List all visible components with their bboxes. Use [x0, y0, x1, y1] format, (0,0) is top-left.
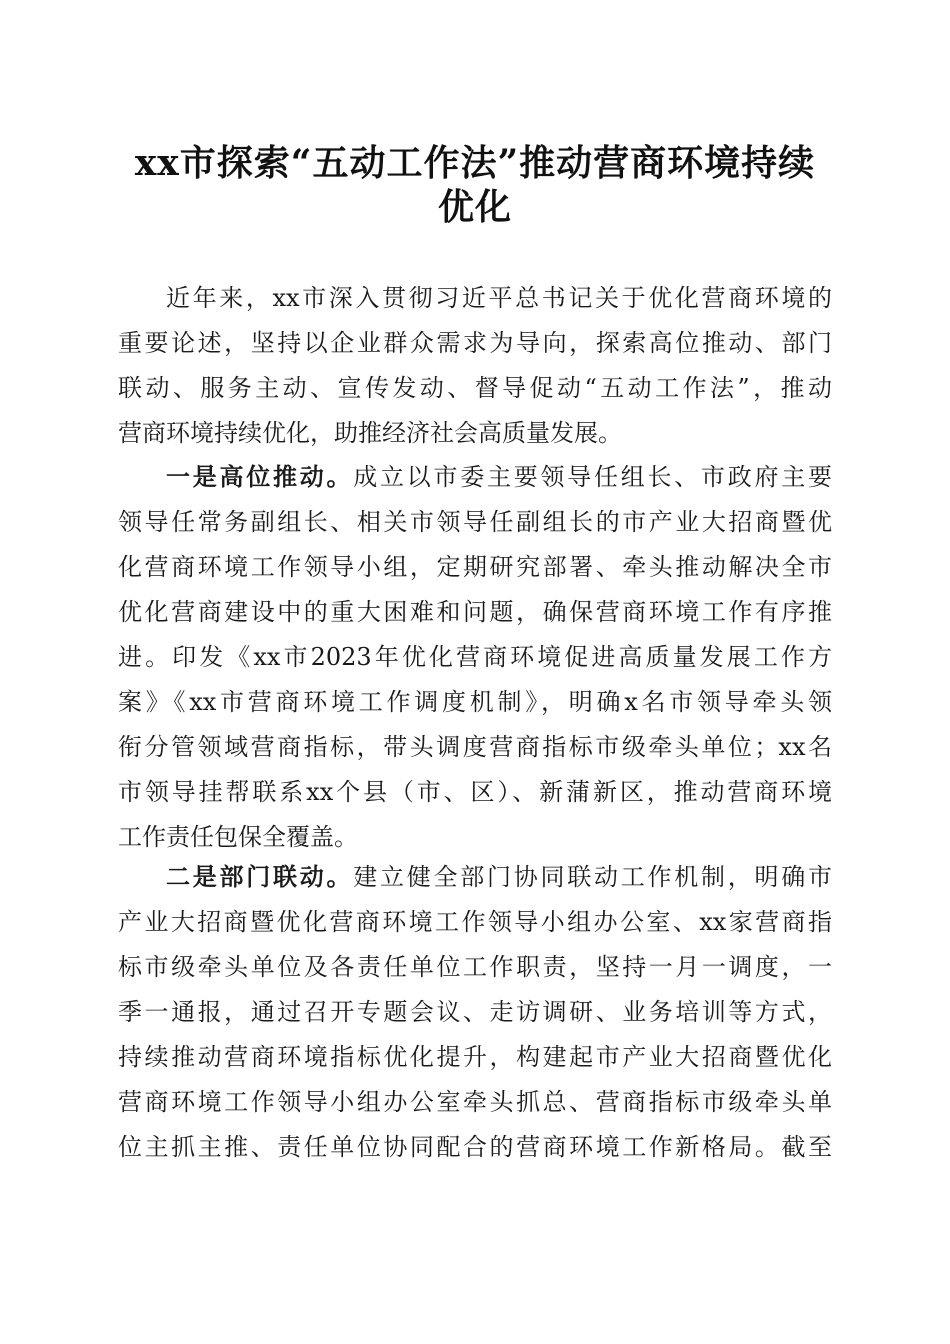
- paragraph-line: 近年来，xx市深入贯彻习近平总书记关于优化营商环境的: [166, 284, 832, 312]
- paragraph-first-line: [166, 855, 832, 899]
- paragraph-lead: 二是部门联动。: [166, 863, 354, 891]
- paragraph-lead: 一是高位推动。: [166, 463, 354, 491]
- paragraph-line-text: 建立健全部门协同联动工作机制，明确市: [353, 863, 832, 891]
- paragraph-line: 营商环境工作领导小组办公室牵头抓总、营商指标市级牵头单: [118, 1088, 832, 1116]
- document-title-line-2: 优化: [437, 186, 512, 228]
- paragraph-line: 衔分管领域营商指标，带头调度营商指标市级牵头单位；xx名: [118, 733, 832, 761]
- paragraph-line: 工作责任包保全覆盖。: [118, 823, 358, 851]
- paragraph-line: 市领导挂帮联系xx个县（市、区）、新蒲新区，推动营商环境: [118, 778, 832, 806]
- paragraph-line: 进。印发《xx市2023年优化营商环境促进高质量发展工作方: [118, 643, 832, 671]
- paragraph-line: 领导任常务副组长、相关市领导任副组长的市产业大招商暨优: [118, 508, 832, 536]
- paragraph-line: 持续推动营商环境指标优化提升，构建起市产业大招商暨优化: [118, 1043, 832, 1071]
- paragraph-first-line: [166, 455, 832, 499]
- paragraph-line: 化营商环境工作领导小组，定期研究部署、牵头推动解决全市: [118, 553, 832, 581]
- paragraph-line: 标市级牵头单位及各责任单位工作职责，坚持一月一调度，一: [118, 953, 832, 981]
- paragraph-line: 优化营商建设中的重大困难和问题，确保营商环境工作有序推: [118, 598, 832, 626]
- document-title-line-1: xx市探索“五动工作法”推动营商环境持续: [134, 142, 816, 184]
- paragraph-line: 案》《xx市营商环境工作调度机制》，明确x名市领导牵头领: [118, 688, 832, 716]
- paragraph-line: 季一通报，通过召开专题会议、走访调研、业务培训等方式，: [118, 998, 832, 1026]
- paragraph-line: 重要论述，坚持以企业群众需求为导向，探索高位推动、部门: [118, 329, 832, 357]
- paragraph-line: 产业大招商暨优化营商环境工作领导小组办公室、xx家营商指: [118, 908, 832, 936]
- paragraph-line: 联动、服务主动、宣传发动、督导促动“五动工作法”，推动: [118, 374, 832, 402]
- paragraph-line-text: 成立以市委主要领导任组长、市政府主要: [353, 463, 832, 491]
- paragraph-line: 营商环境持续优化，助推经济社会高质量发展。: [118, 419, 622, 447]
- paragraph-line: 位主抓主推、责任单位协同配合的营商环境工作新格局。截至: [118, 1133, 832, 1161]
